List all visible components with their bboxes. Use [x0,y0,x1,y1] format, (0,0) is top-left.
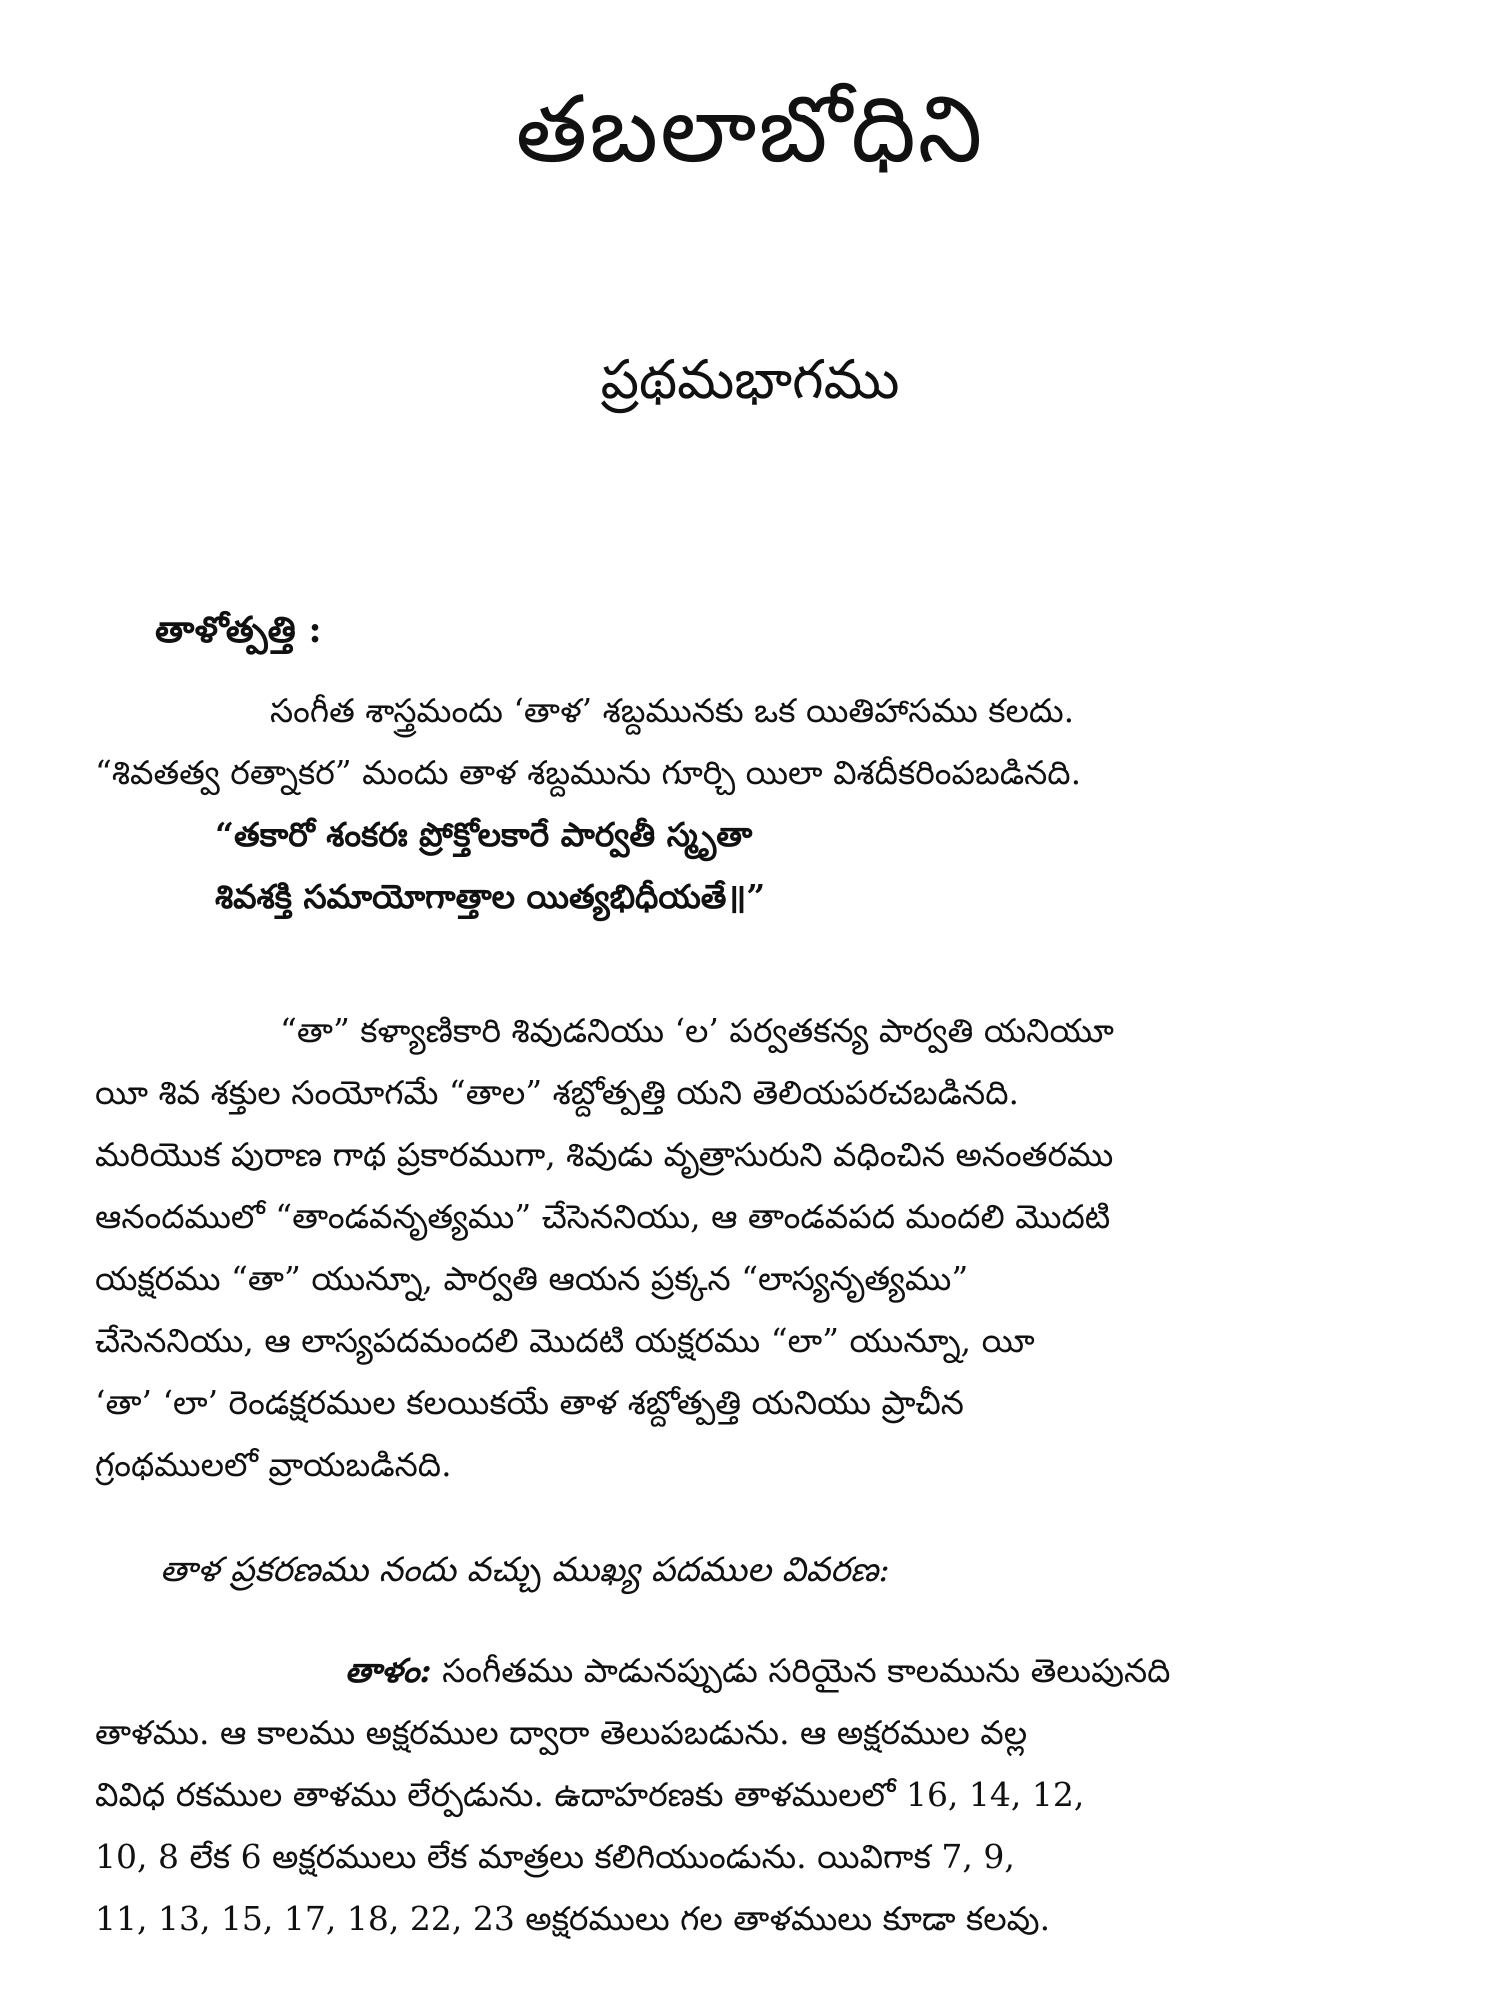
page-title: తబలాబోధిని [515,76,985,183]
text-line: చేసెననియు, ఆ లాస్యపదమందలి మొదటి యక్షరము “లా” యున్నూ, యీ [95,1321,1035,1360]
text-line: మరియొక పురాణ గాథ ప్రకారముగా, శివుడు వృత్రాసురుని వధించిన అనంతరము [95,1135,1114,1174]
text-line: సంగీత శాస్త్రమందు ‘తాళ’ శబ్దమునకు ఒక యితిహాసము కలదు. [270,691,1075,730]
paragraph-explanation [95,1000,1410,1496]
text-line: ‘తా’ ‘లా’ రెండక్షరముల కలయికయే తాళ శబ్దోత్పత్తి యనియు ప్రాచీన [95,1383,964,1422]
text-line: 11, 13, 15, 17, 18, 22, 23 అక్షరములు గల తాళములు కూడా కలవు. [95,1899,1051,1938]
text-line: యక్షరము “తా” యున్నూ, పార్వతి ఆయన ప్రక్కన “లాస్యనృత్యము” [95,1259,969,1298]
part-title: ప్రథమభాగము [600,348,900,411]
text-line: వివిధ రకముల తాళము లేర్పడును. ఉదాహరణకు తాళములలో 16, 14, 12, [95,1775,1085,1814]
section-heading-tala-origin: తాళోత్పత్తి : [155,609,322,651]
verse-line: శివశక్తి సమాయోగాత్తాల యిత్యభిధీయతే॥” [215,877,766,916]
text-line: 10, 8 లేక 6 అక్షరములు లేక మాత్రలు కలిగియుండును. యివిగాక 7, 9, [95,1837,1015,1876]
text-line: “తా” కళ్యాణికారి శివుడనియు ‘ల’ పర్వతకన్య పార్వతి యనియూ [280,1011,1114,1050]
text-line [95,1640,1410,1702]
paragraph-tala-definition [95,1640,1410,1950]
paragraph-intro [95,680,1410,928]
text-line: “శివతత్వ రత్నాకర” మందు తాళ శబ్దమును గూర్చి యిలా విశదీకరింపబడినది. [95,753,1082,792]
text-line: గ్రంథములలో వ్రాయబడినది. [95,1445,452,1484]
text-line: ఆనందములో “తాండవనృత్యము” చేసెననియు, ఆ తాండవపద మందలి మొదటి [95,1197,1111,1236]
section-heading-terms: తాళ ప్రకరణము నందు వచ్చు ముఖ్య పదముల వివరణ: [160,1550,890,1590]
term-label: తాళం: [345,1651,432,1690]
verse-line: “తకారో శంకరః ప్రోక్తోలకారే పార్వతీ స్మృతా [215,815,753,854]
text-line: తాళము. ఆ కాలము అక్షరముల ద్వారా తెలుపబడును. ఆ అక్షరముల వల్ల [95,1713,1028,1752]
text-fragment: సంగీతము పాడునప్పుడు సరియైన కాలమును తెలుపునది [442,1651,1171,1690]
text-line: యీ శివ శక్తుల సంయోగమే “తాల” శబ్దోత్పత్తి యని తెలియపరచబడినది. [95,1073,1020,1112]
